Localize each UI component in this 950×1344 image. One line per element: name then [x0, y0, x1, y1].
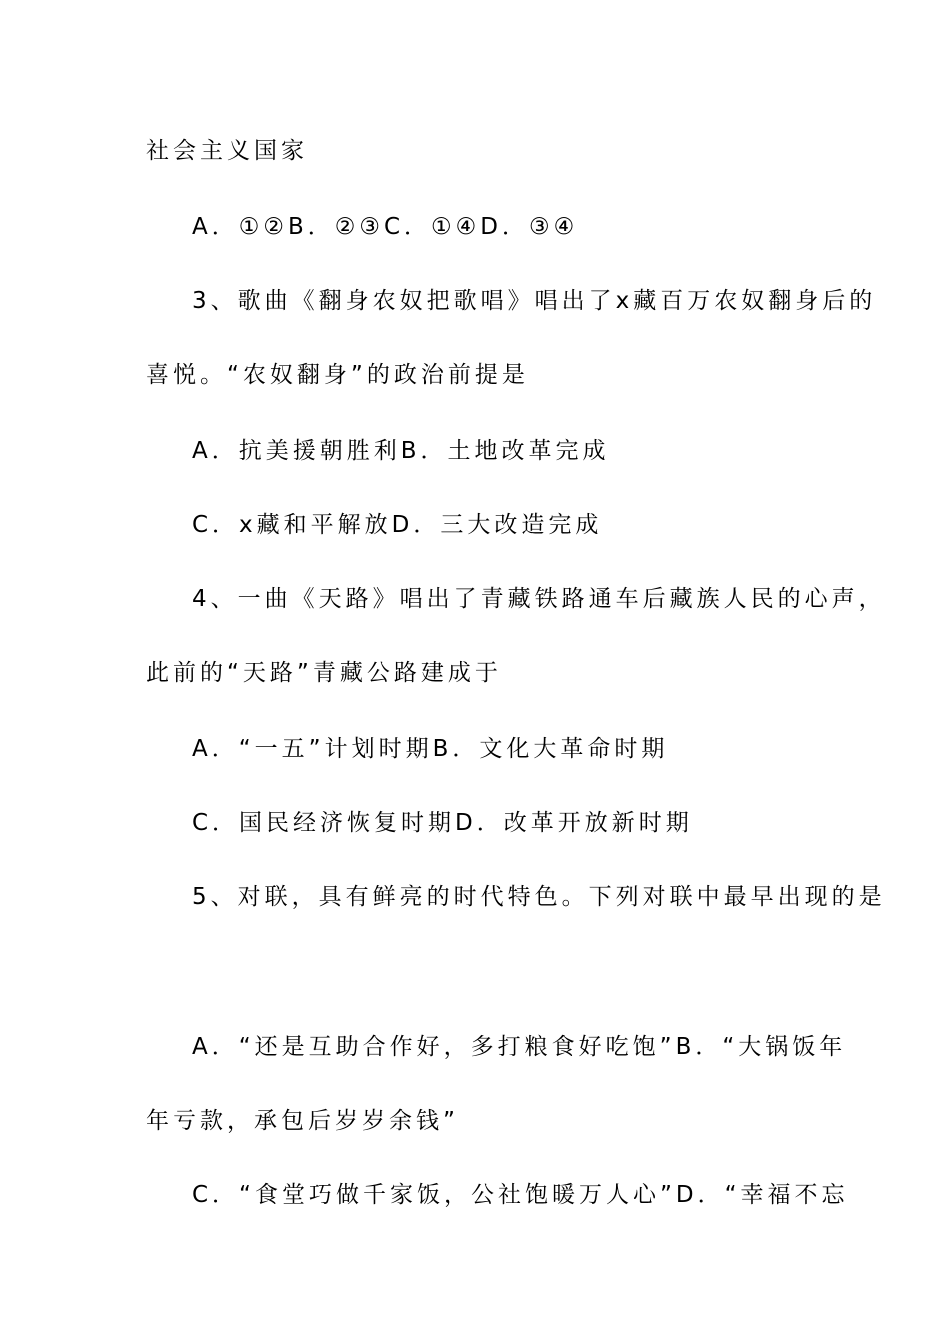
text-line-q3-options-cd: C．x藏和平解放D．三大改造完成 — [192, 512, 603, 538]
text-line-q4-options-ab: A．“一五”计划时期B．文化大革命时期 — [192, 736, 669, 762]
text-line-q3-stem: 3、歌曲《翻身农奴把歌唱》唱出了x藏百万农奴翻身后的 — [192, 288, 877, 314]
text-line-q5-options-cd: C．“食堂巧做千家饭，公社饱暖万人心”D．“幸福不忘 — [192, 1182, 849, 1208]
text-line-q5-options-b-cont: 年亏款，承包后岁岁余钱” — [146, 1108, 459, 1134]
text-line-prev-option-continuation: 社会主义国家 — [146, 138, 308, 164]
text-line-q4-stem: 4、一曲《天路》唱出了青藏铁路通车后藏族人民的心声， — [192, 586, 886, 612]
text-line-q5-options-ab: A．“还是互助合作好，多打粮食好吃饱”B．“大锅饭年 — [192, 1034, 847, 1060]
text-line-q2-options: A．①②B．②③C．①④D．③④ — [192, 214, 579, 240]
text-line-q3-stem-cont: 喜悦。“农奴翻身”的政治前提是 — [146, 362, 529, 388]
text-line-q3-options-ab: A．抗美援朝胜利B．土地改革完成 — [192, 438, 610, 464]
text-line-q4-stem-cont: 此前的“天路”青藏公路建成于 — [146, 660, 502, 686]
text-line-q4-options-cd: C．国民经济恢复时期D．改革开放新时期 — [192, 810, 693, 836]
text-line-q5-stem: 5、对联，具有鲜亮的时代特色。下列对联中最早出现的是 — [192, 884, 886, 910]
